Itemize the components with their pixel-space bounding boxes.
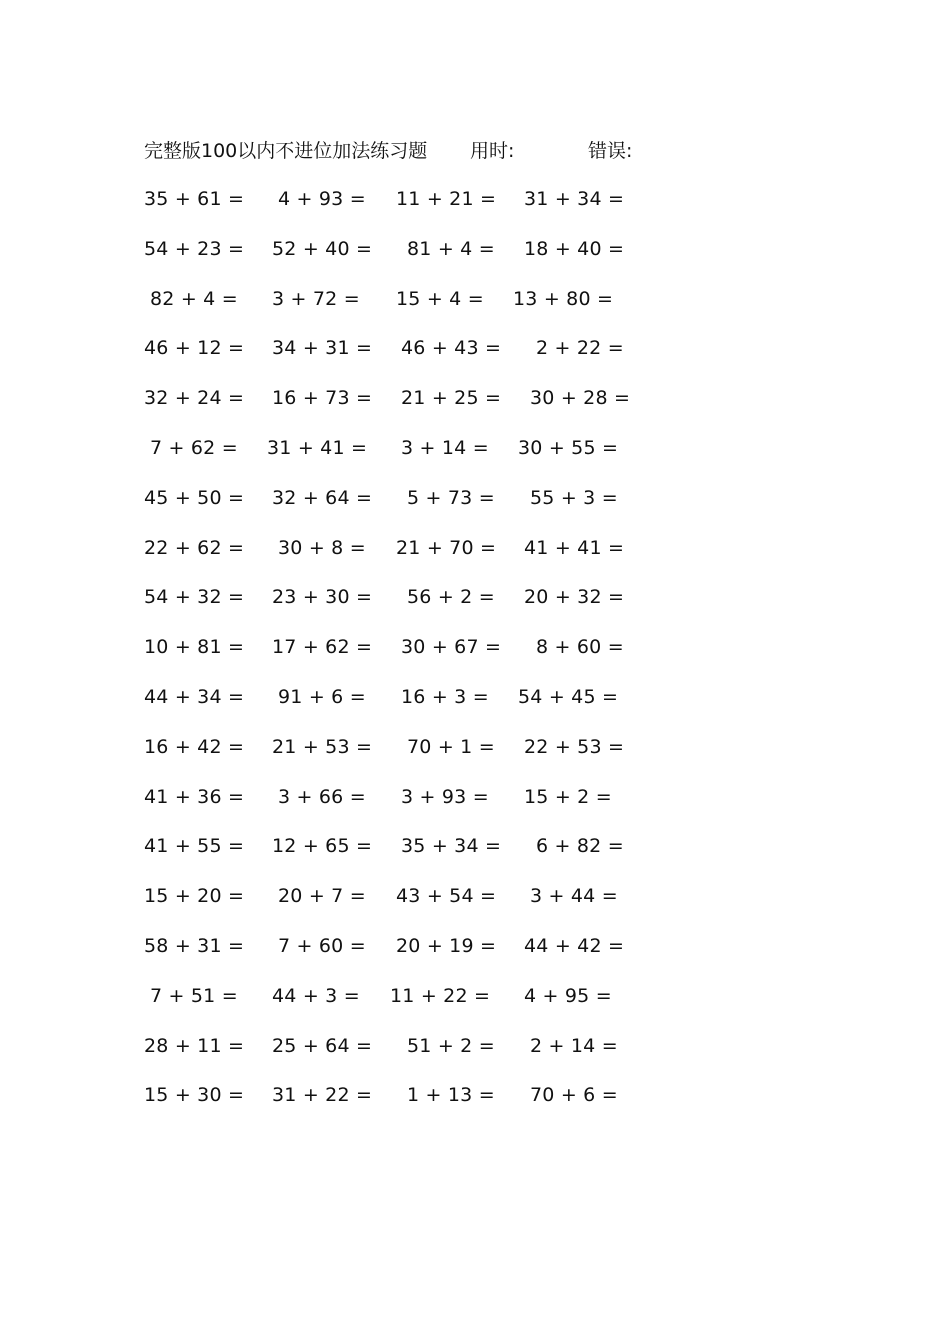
problem-row <box>0 1080 950 1130</box>
problem-row <box>0 632 950 682</box>
addition-problem: 30 + 28 = <box>530 387 631 410</box>
addition-problem: 32 + 64 = <box>272 486 373 509</box>
addition-problem: 25 + 64 = <box>272 1034 373 1057</box>
addition-problem: 30 + 67 = <box>401 636 502 659</box>
addition-problem: 2 + 22 = <box>536 337 624 360</box>
addition-problem: 16 + 73 = <box>272 387 373 410</box>
addition-problem: 15 + 30 = <box>144 1084 245 1107</box>
addition-problem: 44 + 3 = <box>272 984 360 1007</box>
addition-problem: 1 + 13 = <box>407 1084 495 1107</box>
addition-problem: 10 + 81 = <box>144 636 245 659</box>
addition-problem: 81 + 4 = <box>407 237 495 260</box>
addition-problem: 15 + 20 = <box>144 885 245 908</box>
addition-problem: 28 + 11 = <box>144 1034 245 1057</box>
addition-problem: 91 + 6 = <box>278 685 366 708</box>
addition-problem: 3 + 93 = <box>401 785 489 808</box>
addition-problem: 43 + 54 = <box>396 885 497 908</box>
problem-row <box>0 333 950 383</box>
addition-problem: 7 + 60 = <box>278 934 366 957</box>
addition-problem: 32 + 24 = <box>144 387 245 410</box>
addition-problem: 30 + 8 = <box>278 536 366 559</box>
problem-row <box>0 981 950 1031</box>
addition-problem: 3 + 66 = <box>278 785 366 808</box>
addition-problem: 22 + 62 = <box>144 536 245 559</box>
addition-problem: 5 + 73 = <box>407 486 495 509</box>
addition-problem: 54 + 23 = <box>144 237 245 260</box>
addition-problem: 44 + 34 = <box>144 685 245 708</box>
addition-problem: 20 + 32 = <box>524 586 625 609</box>
addition-problem: 31 + 22 = <box>272 1084 373 1107</box>
problem-row <box>0 931 950 981</box>
time-label: 用时: <box>470 140 515 162</box>
addition-problem: 41 + 41 = <box>524 536 625 559</box>
worksheet-title: 完整版100以内不进位加法练习题 <box>144 140 428 162</box>
addition-problem: 21 + 25 = <box>401 387 502 410</box>
problem-row <box>0 881 950 931</box>
addition-problem: 7 + 51 = <box>150 984 238 1007</box>
addition-problem: 45 + 50 = <box>144 486 245 509</box>
addition-problem: 21 + 53 = <box>272 735 373 758</box>
problem-row <box>0 483 950 533</box>
addition-problem: 12 + 65 = <box>272 835 373 858</box>
problem-row <box>0 433 950 483</box>
problem-row <box>0 682 950 732</box>
problem-row <box>0 732 950 782</box>
addition-problem: 11 + 22 = <box>390 984 491 1007</box>
addition-problem: 13 + 80 = <box>513 287 614 310</box>
addition-problem: 46 + 12 = <box>144 337 245 360</box>
addition-problem: 44 + 42 = <box>524 934 625 957</box>
addition-problem: 16 + 42 = <box>144 735 245 758</box>
addition-problem: 31 + 34 = <box>524 188 625 210</box>
problem-row <box>0 234 950 284</box>
problem-row <box>0 782 950 832</box>
error-label: 错误: <box>588 140 633 162</box>
problem-row <box>0 284 950 334</box>
addition-problem: 54 + 45 = <box>518 685 619 708</box>
addition-problem: 3 + 14 = <box>401 436 489 459</box>
addition-problem: 56 + 2 = <box>407 586 495 609</box>
addition-problem: 2 + 14 = <box>530 1034 618 1057</box>
addition-problem: 46 + 43 = <box>401 337 502 360</box>
addition-problem: 16 + 3 = <box>401 685 489 708</box>
addition-problem: 54 + 32 = <box>144 586 245 609</box>
addition-problem: 4 + 93 = <box>278 188 366 210</box>
problem-row <box>0 184 950 234</box>
addition-problem: 23 + 30 = <box>272 586 373 609</box>
addition-problem: 15 + 4 = <box>396 287 484 310</box>
addition-problem: 3 + 44 = <box>530 885 618 908</box>
addition-problem: 35 + 34 = <box>401 835 502 858</box>
problem-row <box>0 1031 950 1081</box>
addition-problem: 41 + 55 = <box>144 835 245 858</box>
addition-problem: 41 + 36 = <box>144 785 245 808</box>
addition-problem: 20 + 7 = <box>278 885 366 908</box>
addition-problem: 11 + 21 = <box>396 188 497 210</box>
addition-problem: 7 + 62 = <box>150 436 238 459</box>
addition-problem: 17 + 62 = <box>272 636 373 659</box>
worksheet-header <box>0 137 950 165</box>
addition-problem: 8 + 60 = <box>536 636 624 659</box>
addition-problem: 58 + 31 = <box>144 934 245 957</box>
addition-problem: 51 + 2 = <box>407 1034 495 1057</box>
addition-problem: 22 + 53 = <box>524 735 625 758</box>
addition-problem: 82 + 4 = <box>150 287 238 310</box>
addition-problem: 34 + 31 = <box>272 337 373 360</box>
addition-problem: 18 + 40 = <box>524 237 625 260</box>
addition-problem: 70 + 1 = <box>407 735 495 758</box>
addition-problem: 31 + 41 = <box>267 436 368 459</box>
problem-row <box>0 582 950 632</box>
addition-problem: 30 + 55 = <box>518 436 619 459</box>
addition-problem: 15 + 2 = <box>524 785 612 808</box>
problem-grid <box>0 184 950 1130</box>
addition-problem: 3 + 72 = <box>272 287 360 310</box>
addition-problem: 20 + 19 = <box>396 934 497 957</box>
addition-problem: 35 + 61 = <box>144 188 245 210</box>
problem-row <box>0 383 950 433</box>
addition-problem: 21 + 70 = <box>396 536 497 559</box>
addition-problem: 4 + 95 = <box>524 984 612 1007</box>
addition-problem: 52 + 40 = <box>272 237 373 260</box>
problem-row <box>0 533 950 583</box>
addition-problem: 6 + 82 = <box>536 835 624 858</box>
addition-problem: 70 + 6 = <box>530 1084 618 1107</box>
problem-row <box>0 831 950 881</box>
addition-problem: 55 + 3 = <box>530 486 618 509</box>
